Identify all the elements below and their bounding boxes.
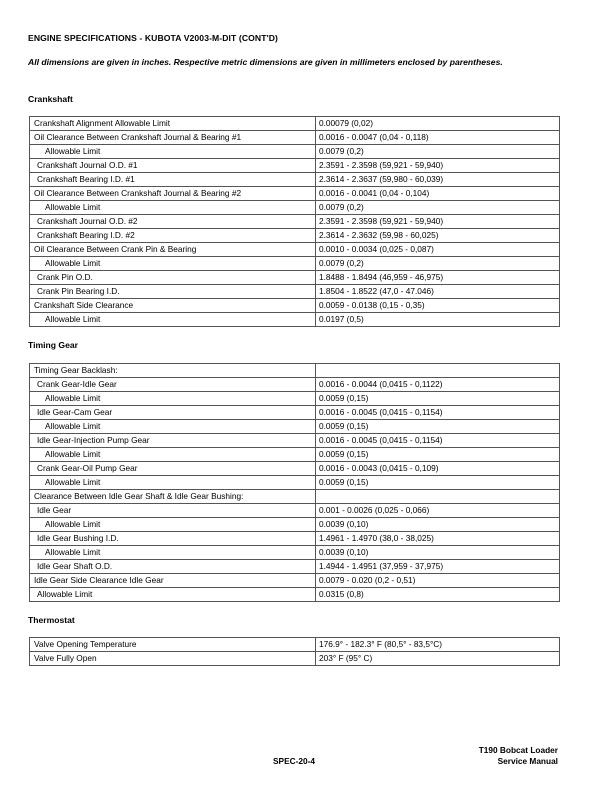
spec-value: 0.0059 (0,15) <box>316 392 560 406</box>
spec-label: Idle Gear Bushing I.D. <box>30 532 316 546</box>
spec-label: Crankshaft Alignment Allowable Limit <box>30 117 316 131</box>
spec-value: 0.0079 - 0.020 (0,2 - 0,51) <box>316 574 560 588</box>
table-row <box>30 518 560 532</box>
table-row <box>30 504 560 518</box>
table-row <box>30 378 560 392</box>
spec-label: Allowable Limit <box>30 518 316 532</box>
table-row <box>30 285 560 299</box>
spec-value: 176.9° - 182.3° F (80,5° - 83,5°C) <box>316 638 560 652</box>
spec-value: 1.4961 - 1.4970 (38,0 - 38,025) <box>316 532 560 546</box>
spec-label: Crank Pin Bearing I.D. <box>30 285 316 299</box>
spec-value: 0.0079 (0,2) <box>316 201 560 215</box>
spec-label: Allowable Limit <box>30 145 316 159</box>
spec-value: 2.3591 - 2.3598 (59,921 - 59,940) <box>316 159 560 173</box>
manual-title <box>479 745 558 767</box>
spec-value: 0.00079 (0,02) <box>316 117 560 131</box>
table-row <box>30 490 560 504</box>
spec-value: 0.0016 - 0.0045 (0,0415 - 0,1154) <box>316 434 560 448</box>
spec-label: Crankshaft Journal O.D. #1 <box>30 159 316 173</box>
spec-label: Idle Gear-Injection Pump Gear <box>30 434 316 448</box>
table-row <box>30 652 560 666</box>
page-title: ENGINE SPECIFICATIONS - KUBOTA V2003-M-DIT (CONT'D) <box>28 33 279 43</box>
table-row <box>30 173 560 187</box>
table-row <box>30 448 560 462</box>
table-row <box>30 364 560 378</box>
table-row <box>30 560 560 574</box>
table-row <box>30 406 560 420</box>
spec-value: 0.0197 (0,5) <box>316 313 560 327</box>
spec-value: 1.4944 - 1.4951 (37,959 - 37,975) <box>316 560 560 574</box>
manual-subtitle-line: Service Manual <box>497 756 558 766</box>
spec-value: 0.001 - 0.0026 (0,025 - 0,066) <box>316 504 560 518</box>
manual-title-line: T190 Bobcat Loader <box>478 745 558 755</box>
spec-value: 0.0079 (0,2) <box>316 145 560 159</box>
spec-label: Crankshaft Journal O.D. #2 <box>30 215 316 229</box>
page-number: SPEC-20-4 <box>273 756 315 766</box>
spec-value: 1.8504 - 1.8522 (47,0 - 47.046) <box>316 285 560 299</box>
thermostat-spec-table <box>29 637 560 666</box>
table-row <box>30 243 560 257</box>
spec-value: 0.0016 - 0.0047 (0,04 - 0,118) <box>316 131 560 145</box>
table-row <box>30 588 560 602</box>
spec-value: 0.0315 (0,8) <box>316 588 560 602</box>
table-row <box>30 574 560 588</box>
table-row <box>30 532 560 546</box>
spec-value: 0.0010 - 0.0034 (0,025 - 0,087) <box>316 243 560 257</box>
table-row <box>30 201 560 215</box>
spec-label: Clearance Between Idle Gear Shaft & Idle Gear Bushing: <box>30 490 316 504</box>
spec-label: Valve Fully Open <box>30 652 316 666</box>
table-row <box>30 271 560 285</box>
table-row <box>30 638 560 652</box>
spec-value: 0.0059 (0,15) <box>316 420 560 434</box>
spec-value: 0.0079 (0,2) <box>316 257 560 271</box>
spec-label: Allowable Limit <box>30 546 316 560</box>
spec-label: Oil Clearance Between Crankshaft Journal & Bearing #1 <box>30 131 316 145</box>
spec-label: Allowable Limit <box>30 420 316 434</box>
spec-label: Oil Clearance Between Crank Pin & Bearing <box>30 243 316 257</box>
spec-label: Crank Gear-Idle Gear <box>30 378 316 392</box>
table-row <box>30 117 560 131</box>
table-row <box>30 420 560 434</box>
spec-value: 0.0039 (0,10) <box>316 518 560 532</box>
table-row <box>30 131 560 145</box>
dimensions-note: All dimensions are given in inches. Respective metric dimensions are given in millimeters enclosed by parentheses. <box>28 57 503 67</box>
spec-value: 0.0016 - 0.0045 (0,0415 - 0,1154) <box>316 406 560 420</box>
spec-value: 2.3614 - 2.3632 (59,98 - 60,025) <box>316 229 560 243</box>
spec-label: Oil Clearance Between Crankshaft Journal & Bearing #2 <box>30 187 316 201</box>
spec-label: Crankshaft Bearing I.D. #1 <box>30 173 316 187</box>
table-row <box>30 462 560 476</box>
crankshaft-spec-table <box>29 116 560 327</box>
table-row <box>30 434 560 448</box>
spec-label: Allowable Limit <box>30 476 316 490</box>
spec-value: 0.0039 (0,10) <box>316 546 560 560</box>
spec-label: Valve Opening Temperature <box>30 638 316 652</box>
spec-label: Allowable Limit <box>30 201 316 215</box>
section-title-crankshaft: Crankshaft <box>28 94 73 104</box>
spec-label: Allowable Limit <box>30 257 316 271</box>
spec-label: Idle Gear Side Clearance Idle Gear <box>30 574 316 588</box>
section-title-thermostat: Thermostat <box>28 615 75 625</box>
spec-label: Idle Gear Shaft O.D. <box>30 560 316 574</box>
spec-value: 2.3614 - 2.3637 (59,980 - 60,039) <box>316 173 560 187</box>
table-row <box>30 313 560 327</box>
spec-value <box>316 490 560 504</box>
spec-value: 0.0059 (0,15) <box>316 448 560 462</box>
spec-label: Crankshaft Bearing I.D. #2 <box>30 229 316 243</box>
table-row <box>30 145 560 159</box>
table-row <box>30 159 560 173</box>
table-row <box>30 299 560 313</box>
table-row <box>30 215 560 229</box>
spec-value: 0.0059 - 0.0138 (0,15 - 0,35) <box>316 299 560 313</box>
spec-label: Allowable Limit <box>30 588 316 602</box>
spec-label: Crank Gear-Oil Pump Gear <box>30 462 316 476</box>
spec-label: Crank Pin O.D. <box>30 271 316 285</box>
spec-value: 0.0016 - 0.0044 (0,0415 - 0,1122) <box>316 378 560 392</box>
spec-value: 1.8488 - 1.8494 (46,959 - 46,975) <box>316 271 560 285</box>
spec-label: Allowable Limit <box>30 392 316 406</box>
table-row <box>30 187 560 201</box>
table-row <box>30 546 560 560</box>
spec-value: 0.0059 (0,15) <box>316 476 560 490</box>
spec-label: Idle Gear-Cam Gear <box>30 406 316 420</box>
spec-value: 0.0016 - 0.0041 (0,04 - 0,104) <box>316 187 560 201</box>
spec-value: 203° F (95° C) <box>316 652 560 666</box>
table-row <box>30 392 560 406</box>
spec-value: 2.3591 - 2.3598 (59,921 - 59,940) <box>316 215 560 229</box>
section-title-timing-gear: Timing Gear <box>28 340 78 350</box>
spec-label: Timing Gear Backlash: <box>30 364 316 378</box>
spec-value <box>316 364 560 378</box>
table-row <box>30 229 560 243</box>
table-row <box>30 476 560 490</box>
spec-label: Crankshaft Side Clearance <box>30 299 316 313</box>
spec-value: 0.0016 - 0.0043 (0,0415 - 0,109) <box>316 462 560 476</box>
spec-label: Allowable Limit <box>30 448 316 462</box>
timing-gear-spec-table <box>29 363 560 602</box>
table-row <box>30 257 560 271</box>
spec-label: Allowable Limit <box>30 313 316 327</box>
spec-label: Idle Gear <box>30 504 316 518</box>
